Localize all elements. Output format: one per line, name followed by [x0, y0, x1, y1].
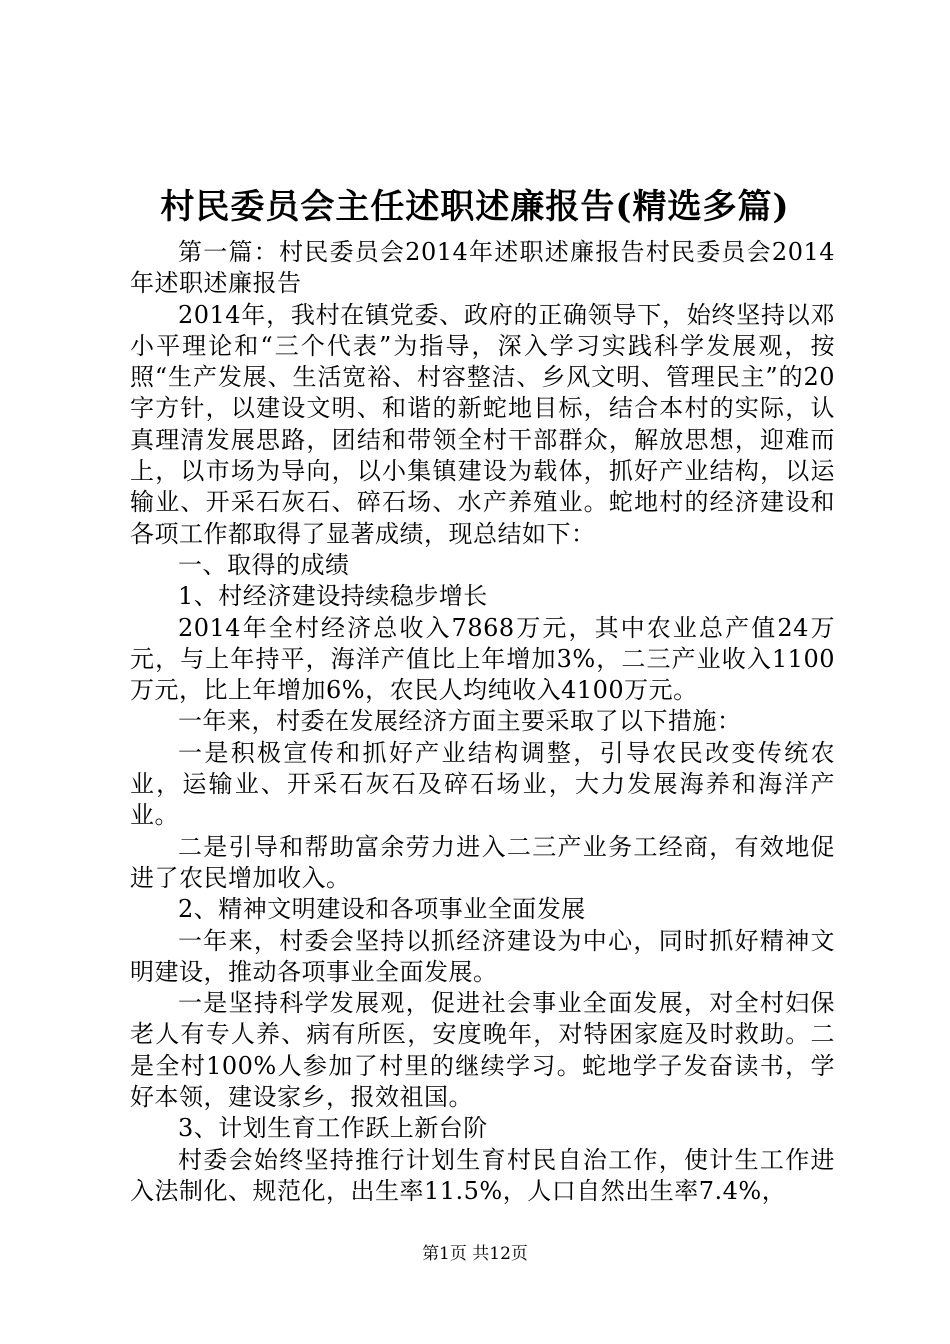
paragraph: 一是坚持科学发展观，促进社会事业全面发展，对全村妇保老人有专人养、病有所医，安度晚年，对特困家庭及时救助。二是全村100%人参加了村里的继续学习。蛇地学子发奋读书，学好本领，建设家乡，报效祖国。 — [130, 989, 835, 1112]
paragraph: 村委会始终坚持推行计划生育村民自治工作，使计生工作进入法制化、规范化，出生率11.5%，人口自然出生率7.4%， — [130, 1145, 835, 1205]
paragraph: 2014年，我村在镇党委、政府的正确领导下，始终坚持以邓小平理论和“三个代表”为指导，深入学习实践科学发展观，按照“生产发展、生活宽裕、村容整洁、乡风文明、管理民主”的20字方针，以建设文明、和谐的新蛇地目标，结合本村的实际，认真理清发展思路，团结和带领全村干部群众，解放思想，迎难而上，以市场为导向，以小集镇建设为载体，抓好产业结构，以运输业、开采石灰石、碎石场、水产养殖业。蛇地村的经济建设和各项工作都取得了显著成绩，现总结如下： — [130, 300, 835, 548]
paragraph: 一是积极宣传和抓好产业结构调整，引导农民改变传统农业，运输业、开采石灰石及碎石场业，大力发展海养和海洋产业。 — [130, 738, 835, 830]
section-heading: 一、取得的成绩 — [178, 550, 350, 579]
paragraph: 2014年全村经济总收入7868万元，其中农业总产值24万元，与上年持平，海洋产值比上年增加3%，二三产业收入1100万元，比上年增加6%，农民人均纯收入4100万元。 — [130, 613, 835, 705]
subsection-heading: 1、村经济建设持续稳步增长 — [178, 582, 488, 611]
paragraph: 二是引导和帮助富余劳力进入二三产业务工经商，有效地促进了农民增加收入。 — [130, 832, 835, 892]
subsection-heading: 2、精神文明建设和各项事业全面发展 — [178, 895, 586, 924]
subsection-heading: 3、计划生育工作跃上新台阶 — [178, 1114, 488, 1143]
paragraph: 一年来，村委在发展经济方面主要采取了以下措施： — [178, 707, 742, 736]
paragraph: 第一篇：村民委员会2014年述职述廉报告村民委员会2014年述职述廉报告 — [130, 238, 835, 298]
document-title: 村民委员会主任述职述廉报告(精选多篇) — [160, 187, 790, 227]
page-number-footer: 第1页 共12页 — [422, 1244, 528, 1264]
document-body — [130, 237, 835, 1207]
paragraph: 一年来，村委会坚持以抓经济建设为中心，同时抓好精神文明建设，推动各项事业全面发展。 — [130, 926, 835, 986]
